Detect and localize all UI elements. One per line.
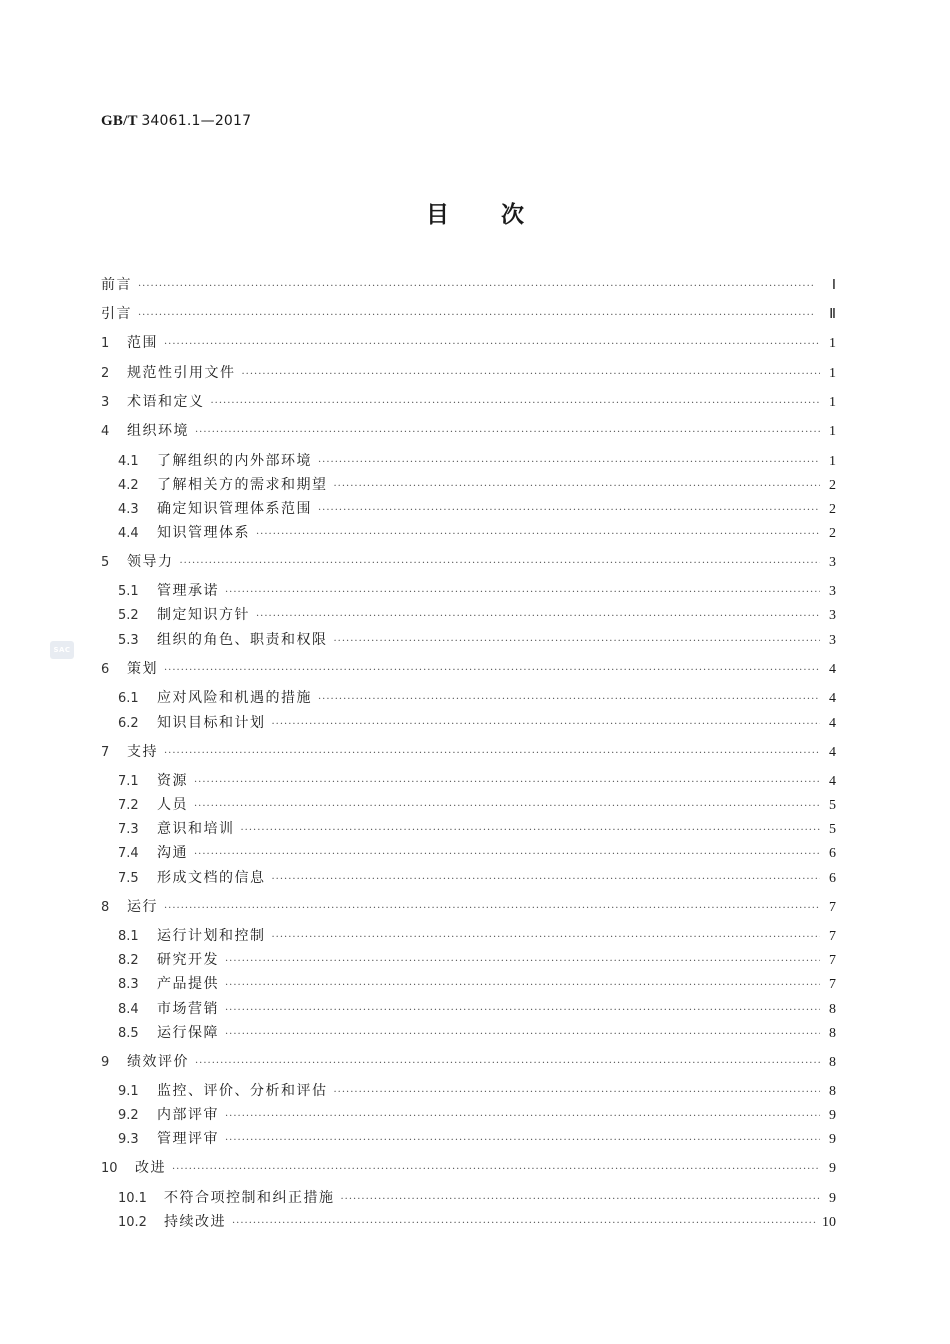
toc-entry-number: 9.2 xyxy=(118,1108,139,1123)
toc-entry[interactable] xyxy=(118,712,836,732)
toc-leader-dots xyxy=(318,694,820,705)
toc-leader-dots xyxy=(256,611,820,622)
toc-entry[interactable] xyxy=(101,741,836,761)
toc-entry-label: 不符合项控制和纠正措施 xyxy=(164,1190,335,1206)
toc-entry-number: 8.2 xyxy=(118,953,139,968)
toc-entry[interactable] xyxy=(101,332,836,352)
toc-entry-label: 持续改进 xyxy=(164,1214,226,1230)
toc-entry-label: 运行保障 xyxy=(157,1025,219,1041)
toc-entry-page: 7 xyxy=(829,929,836,944)
toc-entry-label: 管理承诺 xyxy=(157,583,219,599)
toc-leader-dots xyxy=(334,636,821,647)
toc-entry-label: 了解相关方的需求和期望 xyxy=(157,477,328,493)
toc-entry-number: 6.2 xyxy=(118,716,139,731)
toc-entry[interactable] xyxy=(118,474,836,494)
toc-leader-dots xyxy=(211,398,821,409)
toc-entry-page: 2 xyxy=(829,478,836,493)
toc-entry-number: 5 xyxy=(101,555,110,570)
toc-entry-number: 2 xyxy=(101,366,110,381)
toc-entry-number: 7.1 xyxy=(118,774,139,789)
toc-entry-page: 3 xyxy=(829,633,836,648)
toc-leader-dots xyxy=(256,529,820,540)
standard-year-number: 34061.1—2017 xyxy=(141,113,252,129)
toc-entry-number: 8.4 xyxy=(118,1002,139,1017)
toc-entry[interactable] xyxy=(118,867,836,887)
toc-entry[interactable] xyxy=(118,949,836,969)
toc-entry-page: 9 xyxy=(829,1132,836,1147)
toc-entry-number: 5.1 xyxy=(118,584,139,599)
toc-entry[interactable] xyxy=(118,925,836,945)
toc-entry-page: 9 xyxy=(829,1161,836,1176)
toc-entry-number: 10.2 xyxy=(118,1215,147,1230)
toc-leader-dots xyxy=(194,777,820,788)
toc-entry-page: 6 xyxy=(829,846,836,861)
toc-leader-dots xyxy=(164,665,820,676)
toc-entry[interactable] xyxy=(118,450,836,470)
toc-entry[interactable] xyxy=(118,1128,836,1148)
toc-entry-label: 规范性引用文件 xyxy=(127,365,236,381)
page-title: 目次 xyxy=(426,202,576,228)
toc-entry-label: 术语和定义 xyxy=(127,394,205,410)
toc-entry-page: 8 xyxy=(829,1002,836,1017)
toc-entry-page: 3 xyxy=(829,608,836,623)
toc-entry-page: 7 xyxy=(829,977,836,992)
toc-entry[interactable] xyxy=(118,842,836,862)
toc-entry-page: 2 xyxy=(829,502,836,517)
toc-leader-dots xyxy=(225,1029,820,1040)
toc-entry-number: 7.4 xyxy=(118,846,139,861)
toc-entry-number: 8.1 xyxy=(118,929,139,944)
toc-entry-label: 应对风险和机遇的措施 xyxy=(157,690,312,706)
toc-entry-label: 组织的角色、职责和权限 xyxy=(157,632,328,648)
toc-entry-label: 改进 xyxy=(135,1160,166,1176)
toc-entry[interactable] xyxy=(118,794,836,814)
toc-leader-dots xyxy=(225,956,820,967)
toc-entry-page: 4 xyxy=(829,774,836,789)
toc-leader-dots xyxy=(334,481,821,492)
toc-entry-label: 绩效评价 xyxy=(127,1054,189,1070)
toc-entry-page: 9 xyxy=(829,1191,836,1206)
toc-entry-page: 6 xyxy=(829,871,836,886)
toc-entry-number: 4 xyxy=(101,424,110,439)
toc-entry-number: 10.1 xyxy=(118,1191,147,1206)
toc-entry-number: 1 xyxy=(101,336,110,351)
toc-entry-page: Ⅱ xyxy=(829,307,836,322)
toc-entry[interactable] xyxy=(101,1157,836,1177)
toc-entry-label: 领导力 xyxy=(127,554,174,570)
toc-entry[interactable] xyxy=(101,658,836,678)
toc-entry[interactable] xyxy=(101,303,836,323)
toc-entry-label: 确定知识管理体系范围 xyxy=(157,501,312,517)
toc-entry-label: 沟通 xyxy=(157,845,188,861)
toc-entry-label: 知识管理体系 xyxy=(157,525,250,541)
toc-entry-number: 10 xyxy=(101,1161,118,1176)
toc-entry-label: 市场营销 xyxy=(157,1001,219,1017)
toc-leader-dots xyxy=(138,310,820,321)
toc-entry-number: 6 xyxy=(101,662,110,677)
toc-entry-number: 8.3 xyxy=(118,977,139,992)
toc-entry-page: 3 xyxy=(829,584,836,599)
toc-entry-page: 10 xyxy=(822,1215,836,1230)
toc-entry-number: 7 xyxy=(101,745,110,760)
toc-entry-number: 4.1 xyxy=(118,454,139,469)
toc-leader-dots xyxy=(164,339,820,350)
toc-entry-label: 监控、评价、分析和评估 xyxy=(157,1083,328,1099)
toc-entry-page: 8 xyxy=(829,1084,836,1099)
toc-leader-dots xyxy=(164,903,820,914)
toc-entry-label: 内部评审 xyxy=(157,1107,219,1123)
toc-leader-dots xyxy=(318,505,820,516)
toc-entry-number: 9.3 xyxy=(118,1132,139,1147)
toc-entry-label: 了解组织的内外部环境 xyxy=(157,453,312,469)
toc-entry-label: 形成文档的信息 xyxy=(157,870,266,886)
toc-entry[interactable] xyxy=(101,420,836,440)
toc-entry-number: 7.3 xyxy=(118,822,139,837)
toc-leader-dots xyxy=(195,427,820,438)
toc-entry-page: 5 xyxy=(829,798,836,813)
toc-leader-dots xyxy=(232,1218,816,1229)
toc-entry-label: 管理评审 xyxy=(157,1131,219,1147)
toc-entry-page: 1 xyxy=(829,454,836,469)
toc-entry-page: 1 xyxy=(829,424,836,439)
toc-leader-dots xyxy=(172,1164,820,1175)
toc-entry-label: 前言 xyxy=(101,277,132,293)
toc-entry-label: 策划 xyxy=(127,661,158,677)
toc-entry-page: 4 xyxy=(829,745,836,760)
toc-leader-dots xyxy=(225,1135,820,1146)
toc-leader-dots xyxy=(242,369,821,380)
toc-entry-page: 1 xyxy=(829,366,836,381)
toc-entry-label: 引言 xyxy=(101,306,132,322)
toc-entry-number: 5.3 xyxy=(118,633,139,648)
toc-entry-number: 8 xyxy=(101,900,110,915)
toc-entry[interactable] xyxy=(118,687,836,707)
toc-entry-number: 7.2 xyxy=(118,798,139,813)
toc-leader-dots xyxy=(225,1111,820,1122)
toc-entry-number: 4.2 xyxy=(118,478,139,493)
toc-entry-number: 4.4 xyxy=(118,526,139,541)
toc-leader-dots xyxy=(138,281,820,292)
toc-entry-number: 9 xyxy=(101,1055,110,1070)
toc-leader-dots xyxy=(241,825,821,836)
toc-entry-number: 9.1 xyxy=(118,1084,139,1099)
toc-leader-dots xyxy=(341,1194,821,1205)
toc-entry[interactable] xyxy=(118,580,836,600)
toc-entry[interactable] xyxy=(101,1051,836,1071)
toc-entry-label: 运行计划和控制 xyxy=(157,928,266,944)
toc-entry-page: Ⅰ xyxy=(831,278,836,293)
toc-leader-dots xyxy=(195,1058,820,1069)
toc-leader-dots xyxy=(180,558,821,569)
toc-entry-label: 组织环境 xyxy=(127,423,189,439)
toc-entry-label: 知识目标和计划 xyxy=(157,715,266,731)
toc-entry[interactable] xyxy=(101,551,836,571)
toc-entry[interactable] xyxy=(101,391,836,411)
toc-entry-label: 支持 xyxy=(127,744,158,760)
toc-entry-page: 7 xyxy=(829,953,836,968)
sac-watermark-logo: SAC xyxy=(50,641,74,659)
toc-entry[interactable] xyxy=(118,998,836,1018)
toc-leader-dots xyxy=(164,748,820,759)
toc-entry-page: 4 xyxy=(829,662,836,677)
toc-entry[interactable] xyxy=(118,973,836,993)
toc-entry-page: 5 xyxy=(829,822,836,837)
toc-entry[interactable] xyxy=(118,770,836,790)
toc-entry-label: 制定知识方针 xyxy=(157,607,250,623)
toc-entry[interactable] xyxy=(118,1211,836,1231)
toc-leader-dots xyxy=(225,1005,820,1016)
toc-entry-number: 6.1 xyxy=(118,691,139,706)
toc-leader-dots xyxy=(318,457,820,468)
toc-leader-dots xyxy=(225,980,820,991)
toc-entry-number: 3 xyxy=(101,395,110,410)
toc-leader-dots xyxy=(272,932,821,943)
toc-entry-number: 5.2 xyxy=(118,608,139,623)
toc-entry-page: 8 xyxy=(829,1055,836,1070)
toc-entry[interactable] xyxy=(101,274,836,294)
toc-leader-dots xyxy=(334,1087,821,1098)
toc-entry-label: 意识和培训 xyxy=(157,821,235,837)
toc-entry-label: 资源 xyxy=(157,773,188,789)
toc-entry[interactable] xyxy=(118,1104,836,1124)
toc-entry[interactable] xyxy=(118,1022,836,1042)
toc-leader-dots xyxy=(194,849,820,860)
toc-entry[interactable] xyxy=(118,498,836,518)
toc-leader-dots xyxy=(225,587,820,598)
toc-leader-dots xyxy=(272,719,821,730)
toc-entry-page: 7 xyxy=(829,900,836,915)
toc-entry-label: 范围 xyxy=(127,335,158,351)
toc-entry[interactable] xyxy=(118,1187,836,1207)
standard-number xyxy=(101,113,251,130)
toc-entry[interactable] xyxy=(101,896,836,916)
toc-entry-page: 4 xyxy=(829,716,836,731)
toc-entry-page: 1 xyxy=(829,336,836,351)
toc-entry-page: 1 xyxy=(829,395,836,410)
toc-entry-label: 研究开发 xyxy=(157,952,219,968)
toc-entry-page: 4 xyxy=(829,691,836,706)
toc-entry[interactable] xyxy=(118,629,836,649)
toc-entry-label: 运行 xyxy=(127,899,158,915)
standard-code: GB/T xyxy=(101,113,138,129)
toc-entry[interactable] xyxy=(118,522,836,542)
toc-entry[interactable] xyxy=(101,362,836,382)
toc-entry-page: 2 xyxy=(829,526,836,541)
toc-entry[interactable] xyxy=(118,1080,836,1100)
toc-entry-number: 8.5 xyxy=(118,1026,139,1041)
toc-entry-page: 8 xyxy=(829,1026,836,1041)
toc-leader-dots xyxy=(194,801,820,812)
toc-entry[interactable] xyxy=(118,604,836,624)
toc-entry-label: 人员 xyxy=(157,797,188,813)
toc-entry-number: 4.3 xyxy=(118,502,139,517)
toc-entry-number: 7.5 xyxy=(118,871,139,886)
toc-leader-dots xyxy=(272,874,821,885)
toc-entry-page: 3 xyxy=(829,555,836,570)
toc-entry-page: 9 xyxy=(829,1108,836,1123)
toc-entry[interactable] xyxy=(118,818,836,838)
toc-entry-label: 产品提供 xyxy=(157,976,219,992)
